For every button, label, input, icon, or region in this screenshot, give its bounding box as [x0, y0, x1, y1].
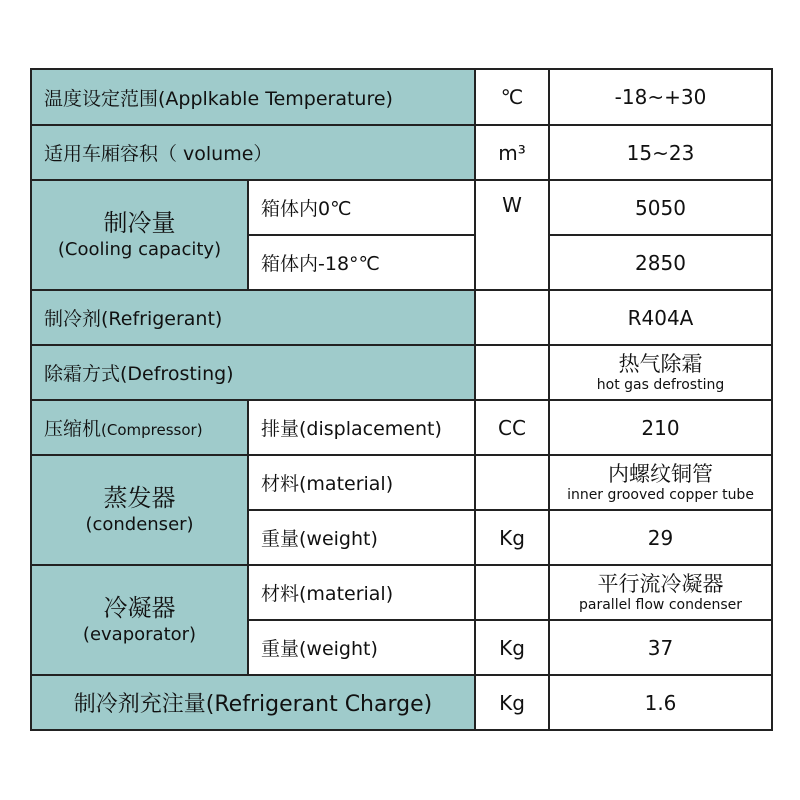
- compressor-value: 210: [549, 400, 772, 455]
- cooling-sub2-label: 箱体内-18°℃: [248, 235, 475, 290]
- charge-value: 1.6: [549, 675, 772, 730]
- row-evaporator-material: [31, 565, 772, 620]
- condenser-material-en: inner grooved copper tube: [567, 486, 754, 503]
- compressor-sub-label: 排量(displacement): [248, 400, 475, 455]
- cooling-sub1-value: 5050: [549, 180, 772, 235]
- row-compressor: [31, 400, 772, 455]
- evaporator-material-unit: [475, 565, 549, 620]
- volume-value: 15~23: [549, 125, 772, 180]
- evaporator-label: [31, 565, 248, 675]
- condenser-label-cn: 蒸发器: [103, 484, 176, 512]
- cooling-label-en: (Cooling capacity): [57, 239, 222, 260]
- evaporator-label-cn: 冷凝器: [103, 594, 176, 622]
- defrosting-value: [549, 345, 772, 400]
- evaporator-weight-label: 重量(weight): [248, 620, 475, 675]
- refrigerant-label: 制冷剂(Refrigerant): [31, 290, 475, 345]
- row-condenser-material: [31, 455, 772, 510]
- charge-label: 制冷剂充注量(Refrigerant Charge): [31, 675, 475, 730]
- compressor-label-cn: 压缩机: [44, 418, 102, 440]
- defrosting-unit: [475, 345, 549, 400]
- cooling-label-cn: 制冷量: [103, 209, 176, 237]
- defrosting-value-cn: 热气除霜: [618, 351, 703, 376]
- evaporator-material-en: parallel flow condenser: [579, 596, 742, 613]
- condenser-weight-label: 重量(weight): [248, 510, 475, 565]
- temperature-value: -18~+30: [549, 69, 772, 125]
- condenser-material-value: [549, 455, 772, 510]
- cooling-sub1-label: 箱体内0℃: [248, 180, 475, 235]
- condenser-weight-unit: Kg: [475, 510, 549, 565]
- evaporator-weight-unit: Kg: [475, 620, 549, 675]
- cooling-sub2-value: 2850: [549, 235, 772, 290]
- compressor-label-en: (Compressor): [101, 421, 203, 439]
- refrigerant-unit: [475, 290, 549, 345]
- spec-table: [30, 68, 773, 731]
- row-cooling-1: [31, 180, 772, 235]
- volume-label: 适用车厢容积（ volume）: [31, 125, 475, 180]
- temperature-label: 温度设定范围(Applkable Temperature): [31, 69, 475, 125]
- row-temperature: [31, 69, 772, 125]
- evaporator-label-en: (evaporator): [82, 624, 197, 645]
- charge-unit: Kg: [475, 675, 549, 730]
- row-refrigerant: [31, 290, 772, 345]
- evaporator-weight-value: 37: [549, 620, 772, 675]
- cooling-unit: W: [475, 180, 549, 290]
- row-volume: [31, 125, 772, 180]
- condenser-material-unit: [475, 455, 549, 510]
- defrosting-label: 除霜方式(Defrosting): [31, 345, 475, 400]
- defrosting-value-en: hot gas defrosting: [596, 376, 725, 393]
- evaporator-material-cn: 平行流冷凝器: [597, 571, 724, 596]
- refrigerant-value: R404A: [549, 290, 772, 345]
- row-defrosting: [31, 345, 772, 400]
- volume-unit: m³: [475, 125, 549, 180]
- compressor-label: [31, 400, 248, 455]
- condenser-label-en: (condenser): [85, 514, 194, 535]
- condenser-material-cn: 内螺纹铜管: [608, 461, 713, 486]
- evaporator-material-label: 材料(material): [248, 565, 475, 620]
- row-charge: [31, 675, 772, 730]
- condenser-label: [31, 455, 248, 565]
- cooling-label: [31, 180, 248, 290]
- temperature-unit: ℃: [475, 69, 549, 125]
- condenser-material-label: 材料(material): [248, 455, 475, 510]
- compressor-unit: CC: [475, 400, 549, 455]
- condenser-weight-value: 29: [549, 510, 772, 565]
- evaporator-material-value: [549, 565, 772, 620]
